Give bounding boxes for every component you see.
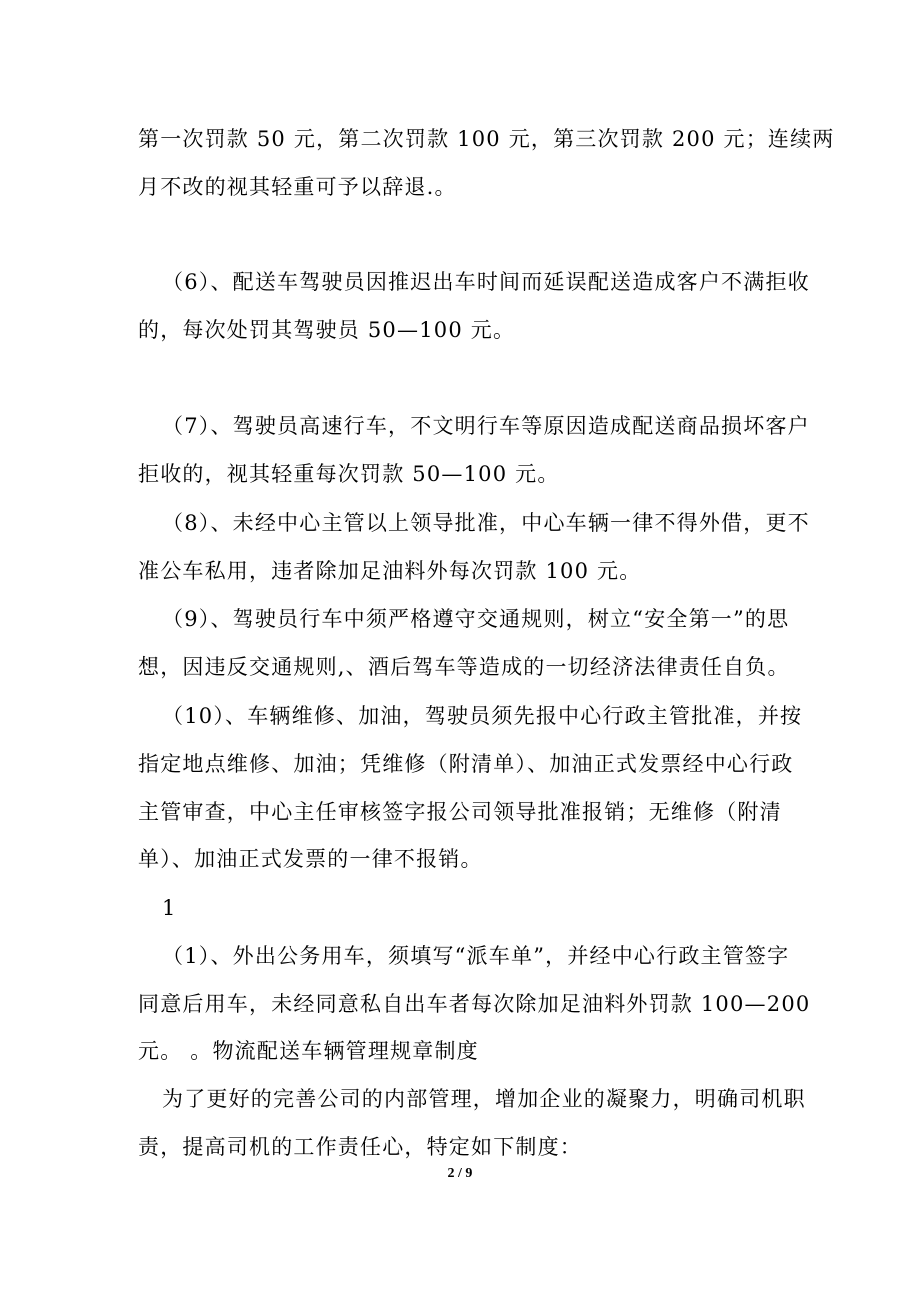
- text-line: 想，因违反交通规则,、酒后驾车等造成的一切经济法律责任自负。: [138, 655, 790, 679]
- text-line: 1: [162, 896, 177, 920]
- text-line: （7）、驾驶员高速行车，不文明行车等原因造成配送商品损坏客户: [162, 414, 810, 438]
- text-line: 责，提高司机的工作责任心，特定如下制度：: [138, 1135, 582, 1159]
- text-line: 的，每次处罚其驾驶员 50—100 元。: [138, 318, 516, 342]
- text-line: 同意后用车，未经同意私自出车者每次除加足油料外罚款 100—200: [138, 992, 811, 1016]
- text-line: 单）、加油正式发票的一律不报销。: [138, 847, 483, 871]
- text-line: （9）、驾驶员行车中须严格遵守交通规则，树立“安全第一”的思: [162, 607, 790, 631]
- text-line: 元。 。物流配送车辆管理规章制度: [138, 1039, 479, 1063]
- text-line: 为了更好的完善公司的内部管理，增加企业的凝聚力，明确司机职: [162, 1087, 806, 1111]
- text-line: 月不改的视其轻重可予以辞退.。: [138, 175, 457, 199]
- text-line: （1）、外出公务用车，须填写“派车单”，并经中心行政主管签字: [162, 944, 790, 968]
- text-line: 拒收的，视其轻重每次罚款 50—100 元。: [138, 462, 560, 486]
- text-line: （6）、配送车驾驶员因推迟出车时间而延误配送造成客户不满拒收: [162, 270, 810, 294]
- text-line: 指定地点维修、加油；凭维修（附清单）、加油正式发票经中心行政: [138, 752, 794, 776]
- text-line: （10）、车辆维修、加油，驾驶员须先报中心行政主管批准，并按: [162, 704, 803, 728]
- text-line: 第一次罚款 50 元，第二次罚款 100 元，第三次罚款 200 元；连续两: [138, 127, 835, 151]
- page-number: 2 / 9: [447, 1166, 473, 1181]
- text-line: 准公车私用，违者除加足油料外每次罚款 100 元。: [138, 559, 642, 583]
- text-line: 主管审查，中心主任审核签字报公司领导批准报销；无维修（附清: [138, 800, 782, 824]
- text-line: （8）、未经中心主管以上领导批准，中心车辆一律不得外借，更不: [162, 511, 810, 535]
